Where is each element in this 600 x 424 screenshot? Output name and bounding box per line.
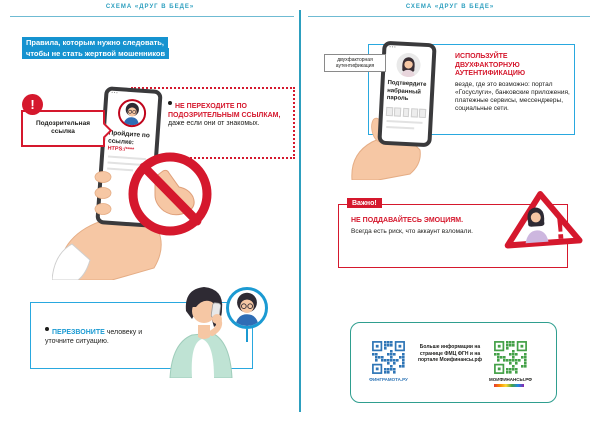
page-right bbox=[300, 0, 600, 424]
woman-calling-illustration bbox=[158, 281, 240, 378]
page-header: СХЕМА «ДРУГ В БЕДЕ» bbox=[105, 4, 195, 10]
qr-code-moifinansy bbox=[494, 341, 527, 374]
phone-message: Подтвердите набранный пароль bbox=[386, 79, 427, 103]
important-rule-bold: НЕ ПОДДАВАЙТЕСЬ ЭМОЦИЯМ. bbox=[351, 217, 464, 224]
friend-avatar-badge bbox=[226, 287, 268, 329]
callout-line1: Подозрительная bbox=[35, 120, 91, 127]
important-rule-rest: Всегда есть риск, что аккаунт взломали. bbox=[351, 228, 473, 235]
rule-call-back bbox=[45, 327, 170, 346]
important-label: Важно! bbox=[347, 198, 382, 208]
password-cell bbox=[411, 108, 418, 117]
suspicious-link-callout bbox=[21, 110, 105, 147]
qr-label-moifinansy: МОИФИНАНСЫ.РФ bbox=[489, 377, 532, 382]
phone-camera-dots: ••• bbox=[111, 89, 119, 96]
two-factor-tag bbox=[324, 54, 386, 72]
screen-line bbox=[387, 119, 423, 123]
password-cell bbox=[419, 108, 426, 117]
contact-avatar bbox=[396, 52, 421, 77]
rule-no-links-bold: НЕ ПЕРЕХОДИТЕ ПО ПОДОЗРИТЕЛЬНЫМ ССЫЛКАМ, bbox=[168, 103, 281, 119]
rule-call-back-rest: человеку и уточните ситуацию. bbox=[45, 329, 143, 345]
qr-label-fingramota: ФИНГРАМОТА.РУ bbox=[369, 377, 408, 382]
rule-no-links bbox=[168, 101, 292, 129]
page-title bbox=[22, 37, 169, 59]
friend-avatar-icon bbox=[119, 100, 145, 126]
warning-triangle-icon bbox=[498, 188, 586, 252]
rule-2fa-bold: ИСПОЛЬЗУЙТЕ ДВУХФАКТОРНУЮ АУТЕНТИФИКАЦИЮ bbox=[455, 53, 526, 77]
tag-line1: двухфакторная bbox=[337, 57, 373, 63]
friend-avatar-icon bbox=[229, 290, 265, 326]
rule-2fa bbox=[455, 53, 570, 113]
header-rule bbox=[10, 16, 294, 17]
phone-camera-dots: ••• bbox=[389, 44, 397, 50]
phone-right bbox=[377, 41, 436, 148]
rule-call-back-bold: ПЕРЕЗВОНИТЕ bbox=[52, 329, 105, 336]
badge-connector bbox=[246, 329, 248, 342]
gripping-fingers-illustration bbox=[94, 168, 112, 224]
rule-2fa-rest: везде, где это возможно: портал «Госуслуги», банковские приложения, платежные сервисы, мессенджеры, социальные сети. bbox=[455, 80, 570, 112]
bullet-dot bbox=[45, 327, 49, 331]
more-info-text: Больше информации на странице ФМЦ ФГН и на портале Моифинансы.рф bbox=[417, 344, 482, 363]
woman-avatar-icon bbox=[396, 52, 421, 77]
exclamation-icon: ! bbox=[22, 94, 43, 115]
rainbow-stripe bbox=[494, 384, 524, 387]
screen-line bbox=[386, 125, 414, 128]
qr-code-fingramota bbox=[372, 341, 405, 374]
more-info-box bbox=[350, 322, 557, 403]
prohibition-icon bbox=[127, 151, 213, 237]
password-cell bbox=[394, 107, 401, 116]
tag-line2: аутентификация bbox=[335, 63, 375, 69]
callout-line2: ссылка bbox=[51, 128, 75, 135]
svg-text:!: ! bbox=[553, 208, 568, 248]
page-title-line1: Правила, которым нужно следовать, bbox=[22, 37, 168, 48]
page-title-line2: чтобы не стать жертвой мошенников bbox=[22, 48, 169, 59]
password-cell bbox=[402, 107, 409, 116]
bullet-dot bbox=[168, 101, 172, 105]
password-input[interactable] bbox=[386, 106, 426, 117]
caller-avatar bbox=[117, 98, 147, 128]
rule-no-links-rest: даже если они от знакомых. bbox=[168, 120, 260, 127]
page-header: СХЕМА «ДРУГ В БЕДЕ» bbox=[405, 4, 495, 10]
phone-link[interactable]: HTPS:/**** bbox=[107, 145, 135, 154]
header-rule bbox=[308, 16, 590, 17]
phone-message: Пройдите по ссылке: bbox=[107, 129, 151, 146]
password-cell bbox=[386, 106, 393, 115]
